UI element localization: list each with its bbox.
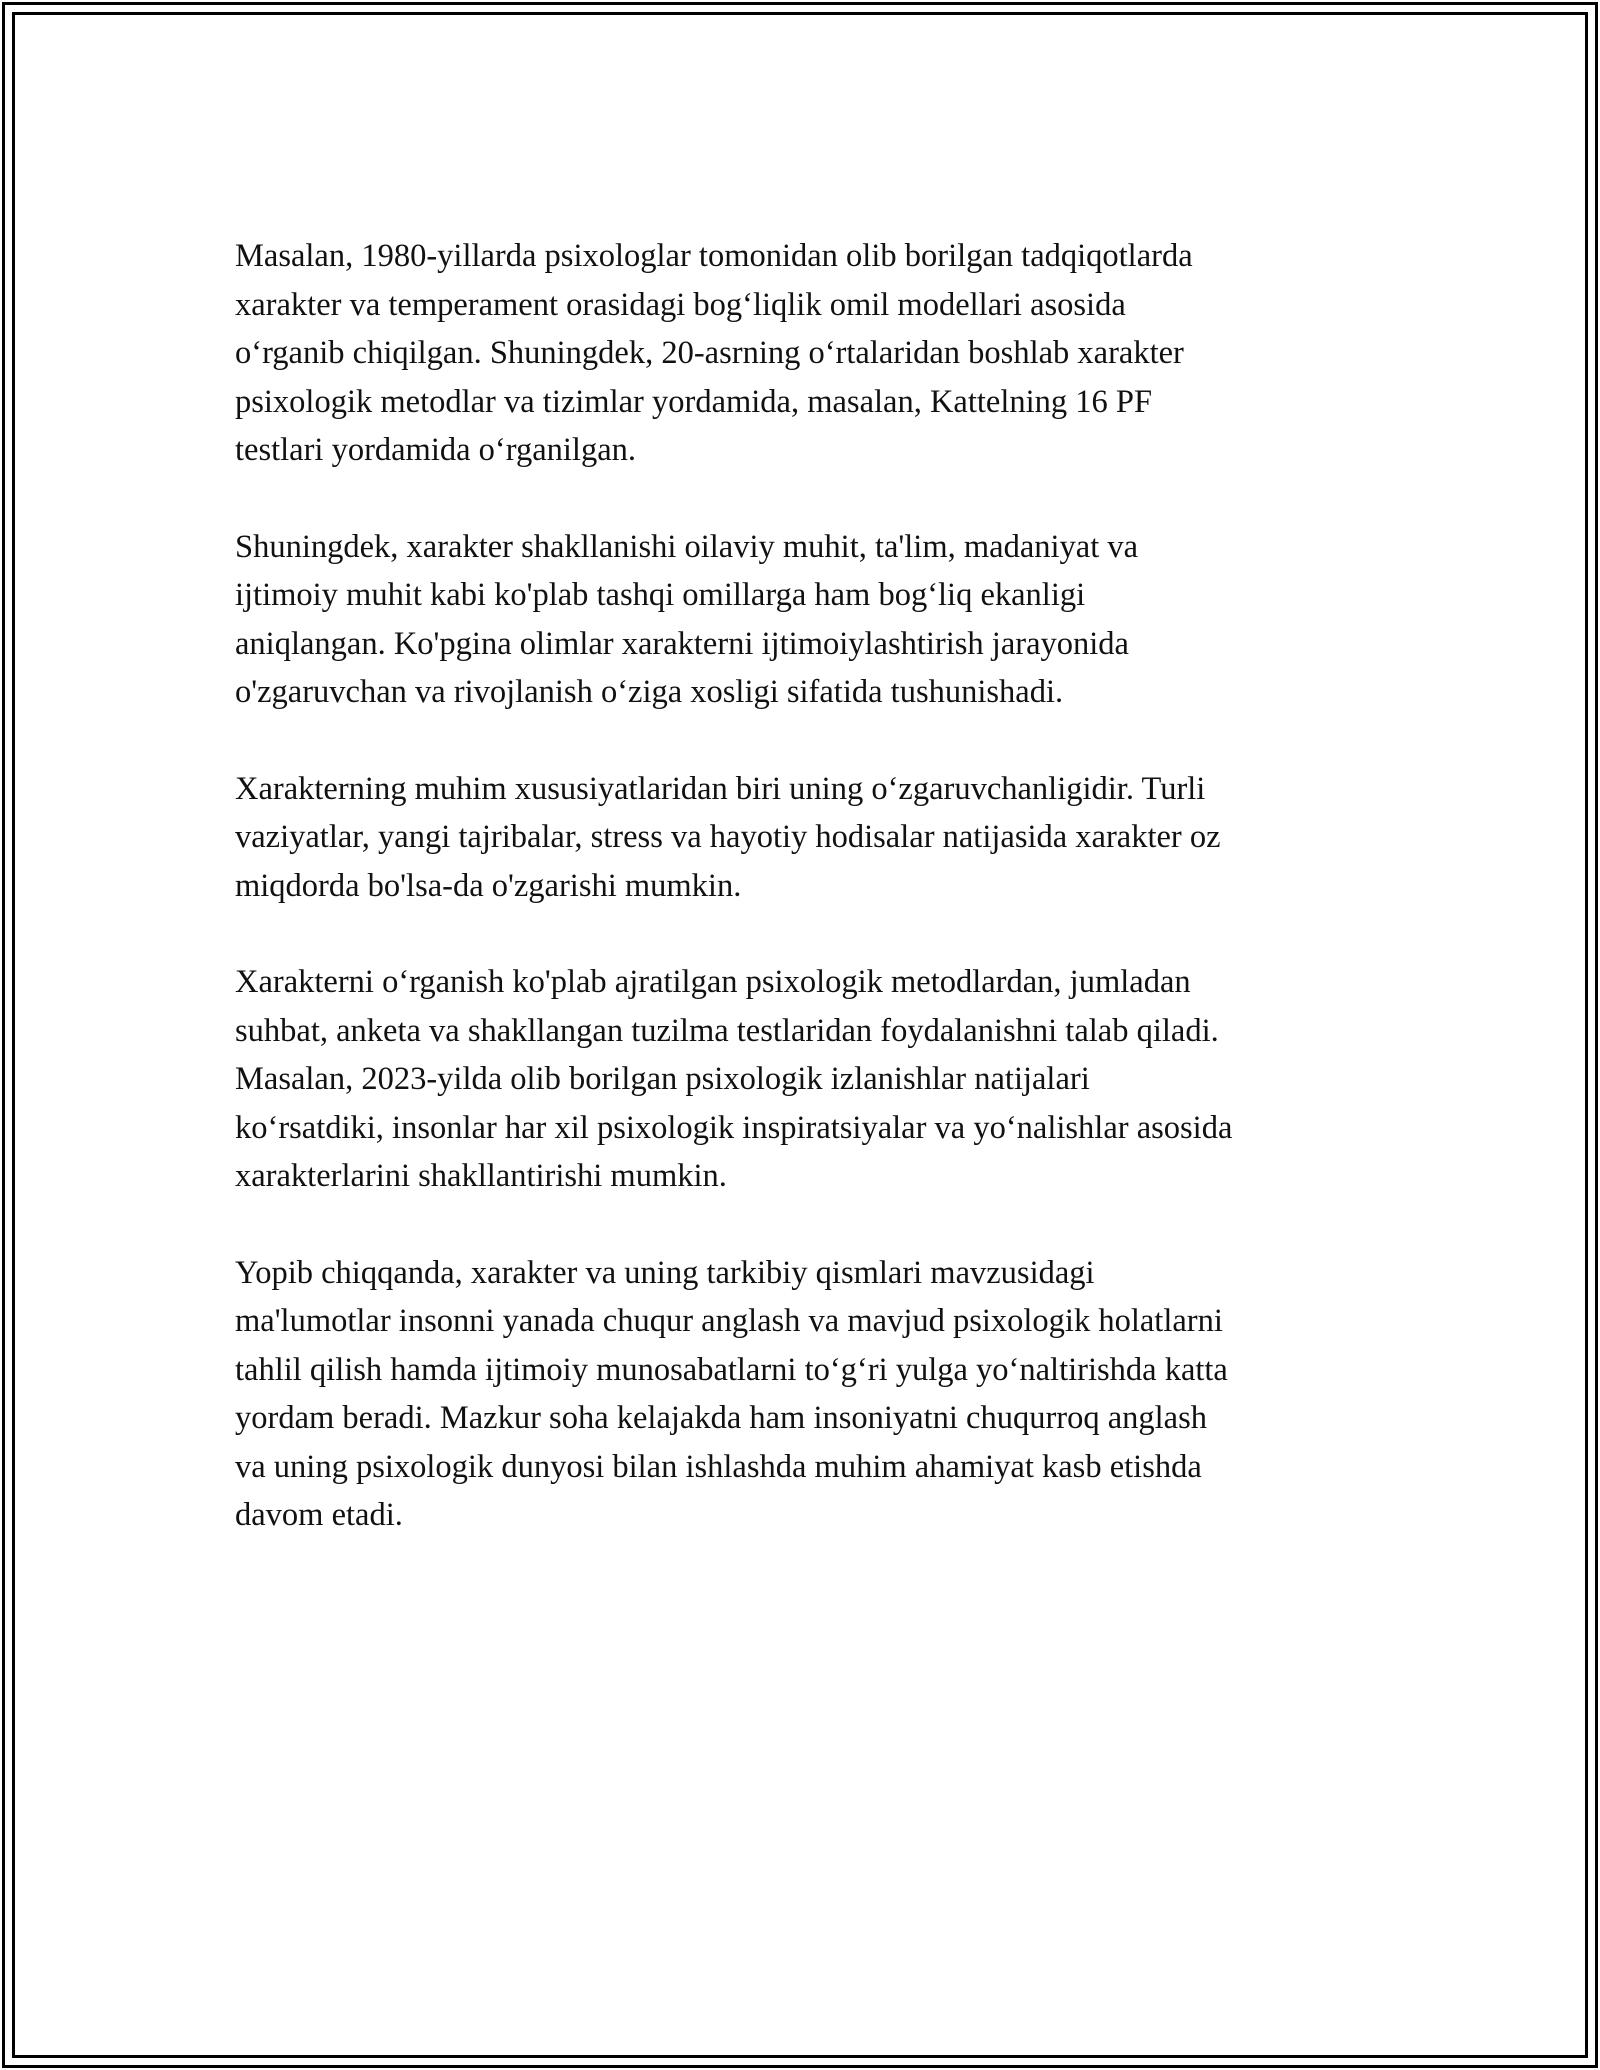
text-line: va uning psixologik dunyosi bilan ishlashda muhim ahamiyat kasb etishda xyxy=(235,1448,1202,1485)
text-line: Shuningdek, xarakter shakllanishi oilaviy muhit, ta'lim, madaniyat va xyxy=(235,528,1139,565)
document-body xyxy=(235,232,1375,1588)
text-line: o'zgaruvchan va rivojlanish o‘ziga xosligi sifatida tushunishadi. xyxy=(235,674,1064,710)
text-line: xarakter va temperament orasidagi bog‘liqlik omil modellari asosida xyxy=(235,286,1126,323)
text-line: davom etadi. xyxy=(235,1497,403,1533)
text-line: testlari yordamida o‘rganilgan. xyxy=(235,432,637,468)
paragraph-2 xyxy=(235,523,1375,717)
paragraph-4 xyxy=(235,958,1375,1201)
text-line: ma'lumotlar insonni yanada chuqur anglash va mavjud psixologik holatlarni xyxy=(235,1303,1223,1339)
text-line: Yopib chiqqanda, xarakter va uning tarkibiy qismlari mavzusidagi xyxy=(235,1254,1095,1291)
paragraph-3 xyxy=(235,765,1375,911)
text-line: xarakterlarini shakllantirishi mumkin. xyxy=(235,1158,727,1194)
text-line: aniqlangan. Ko'pgina olimlar xarakterni ijtimoiylashtirish jarayonida xyxy=(235,625,1129,662)
text-line: Masalan, 2023-yilda olib borilgan psixologik izlanishlar natijalari xyxy=(235,1061,1090,1097)
text-line: miqdorda bo'lsa-da o'zgarishi mumkin. xyxy=(235,867,742,904)
text-line: ko‘rsatdiki, insonlar har xil psixologik inspiratsiyalar va yo‘nalishlar asosida xyxy=(235,1109,1233,1146)
text-line: psixologik metodlar va tizimlar yordamida, masalan, Kattelning 16 PF xyxy=(235,383,1153,420)
paragraph-1 xyxy=(235,232,1375,475)
text-line: Masalan, 1980-yillarda psixologlar tomonidan olib borilgan tadqiqotlarda xyxy=(235,238,1193,274)
text-line: Xarakterning muhim xususiyatlaridan biri uning o‘zgaruvchanligidir. Turli xyxy=(235,770,1206,807)
text-line: yordam beradi. Mazkur soha kelajakda ham insoniyatni chuqurroq anglash xyxy=(235,1400,1208,1436)
text-line: tahlil qilish hamda ijtimoiy munosabatlarni to‘g‘ri yulga yo‘naltirishda katta xyxy=(235,1351,1228,1388)
text-line: suhbat, anketa va shakllangan tuzilma testlaridan foydalanishni talab qiladi. xyxy=(235,1012,1219,1049)
text-line: Xarakterni o‘rganish ko'plab ajratilgan psixologik metodlardan, jumladan xyxy=(235,964,1191,1000)
text-line: vaziyatlar, yangi tajribalar, stress va hayotiy hodisalar natijasida xarakter oz xyxy=(235,819,1221,855)
text-line: ijtimoiy muhit kabi ko'plab tashqi omillarga ham bog‘liq ekanligi xyxy=(235,577,1086,613)
text-line: o‘rganib chiqilgan. Shuningdek, 20-asrning o‘rtalaridan boshlab xarakter xyxy=(235,335,1184,371)
paragraph-5 xyxy=(235,1249,1375,1540)
